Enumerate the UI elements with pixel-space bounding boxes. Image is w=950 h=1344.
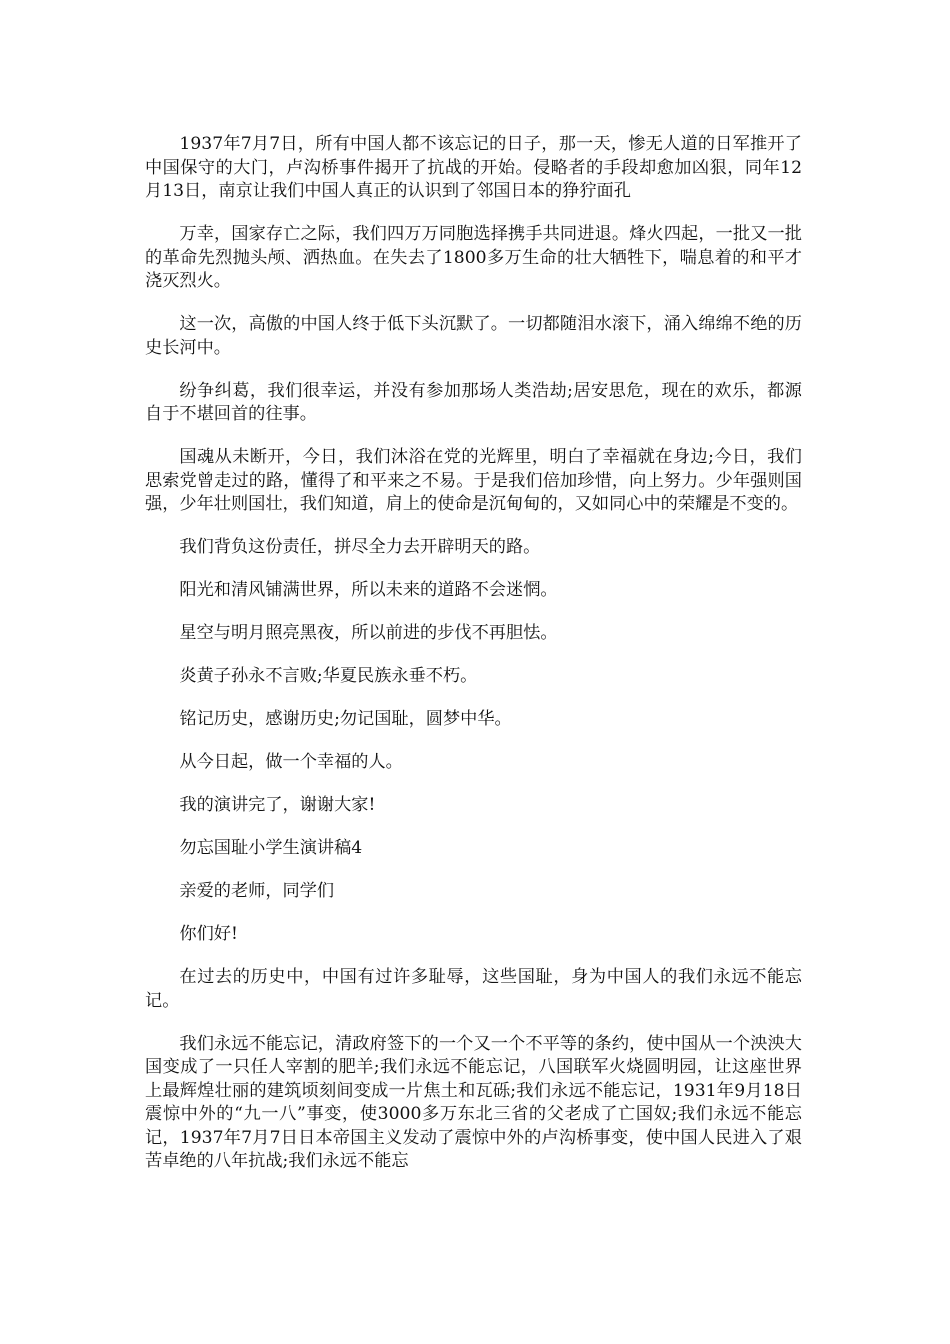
paragraph: 阳光和清风铺满世界，所以未来的道路不会迷惘。 — [179, 580, 558, 600]
paragraph: 这一次，高傲的中国人终于低下头沉默了。一切都随泪水滚下，涌入绵绵不绝的历史长河中。 — [145, 314, 802, 358]
paragraph: 我的演讲完了，谢谢大家! — [179, 795, 376, 815]
paragraph: 从今日起，做一个幸福的人。 — [179, 752, 403, 772]
paragraph: 万幸，国家存亡之际，我们四万万同胞选择携手共同进退。烽火四起，一批又一批的革命先烈抛头颅、洒热血。在失去了1800多万生命的壮大牺牲下，喘息着的和平才浇灭烈火。 — [145, 224, 802, 291]
paragraph: 星空与明月照亮黑夜，所以前进的步伐不再胆怯。 — [179, 623, 558, 643]
paragraph: 在过去的历史中，中国有过许多耻辱，这些国耻，身为中国人的我们永远不能忘记。 — [145, 967, 802, 1011]
paragraph: 我们背负这份责任，拼尽全力去开辟明天的路。 — [179, 537, 541, 557]
paragraph: 国魂从未断开，今日，我们沐浴在党的光辉里，明白了幸福就在身边;今日，我们思索党曾走过的路，懂得了和平来之不易。于是我们倍加珍惜，向上努力。少年强则国强，少年壮则国壮，我们知道，肩上的使命是沉甸甸的，又如同心中的荣耀是不变的。 — [145, 447, 802, 514]
salutation: 亲爱的老师，同学们 — [179, 881, 335, 901]
paragraph: 我们永远不能忘记，清政府签下的一个又一个不平等的条约，使中国从一个泱泱大国变成了一只任人宰割的肥羊;我们永远不能忘记，八国联军火烧圆明园，让这座世界上最辉煌壮丽的建筑顷刻间变成一片焦土和瓦砾;我们永远不能忘记，1931年9月18日震惊中外的“九一八”事变，使3000多万东北三省的父老成了亡国奴;我们永远不能忘记，1937年7月7日日本帝国主义发动了震惊中外的卢沟桥事变，使中国人民进入了艰苦卓绝的八年抗战;我们永远不能忘 — [145, 1033, 802, 1171]
paragraph: 1937年7月7日，所有中国人都不该忘记的日子，那一天，惨无人道的日军推开了中国保守的大门，卢沟桥事件揭开了抗战的开始。侵略者的手段却愈加凶狠，同年12月13日，南京让我们中国人真正的认识到了邻国日本的狰狞面孔 — [145, 134, 802, 201]
section-heading: 勿忘国耻小学生演讲稿4 — [179, 838, 363, 858]
greeting: 你们好! — [179, 924, 238, 944]
document-body — [145, 133, 802, 1193]
paragraph: 纷争纠葛，我们很幸运，并没有参加那场人类浩劫;居安思危，现在的欢乐，都源自于不堪回首的往事。 — [145, 380, 802, 424]
paragraph: 铭记历史，感谢历史;勿记国耻，圆梦中华。 — [179, 709, 512, 729]
paragraph: 炎黄子孙永不言败;华夏民族永垂不朽。 — [179, 666, 478, 686]
